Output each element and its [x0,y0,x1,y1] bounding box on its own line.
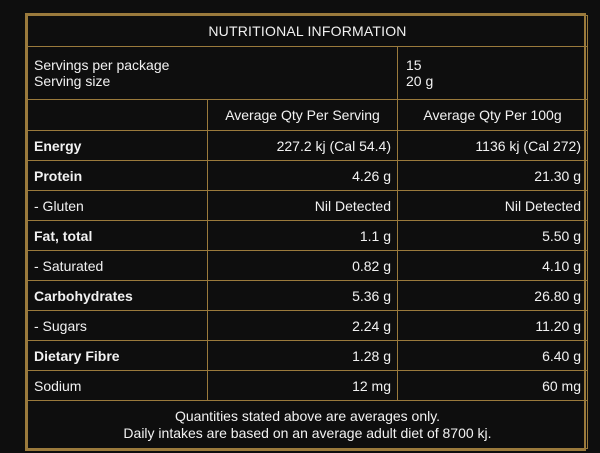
header-empty-cell [28,100,208,131]
table-row [28,281,588,311]
nutrient-label: Sodium [28,371,208,401]
per-100g-value: Nil Detected [398,191,588,221]
per-100g-value: 1136 kj (Cal 272) [398,131,588,161]
table-row [28,131,588,161]
serving-size-label: Serving size [34,73,111,89]
table-row [28,371,588,401]
nutrient-label: Dietary Fibre [28,341,208,371]
servings-per-package-value: 15 [406,57,422,73]
table-row [28,311,588,341]
servings-row [28,47,588,100]
per-100g-value: 5.50 g [398,221,588,251]
footnote-line-1: Quantities stated above are averages only. [174,407,441,424]
servings-per-package-label: Servings per package [34,57,170,73]
per-serving-value: 12 mg [208,371,398,401]
servings-labels-cell [28,47,398,100]
nutrition-panel [25,13,586,451]
per-serving-value: 227.2 kj (Cal 54.4) [208,131,398,161]
title-row [28,16,588,47]
per-100g-value: 60 mg [398,371,588,401]
per-serving-value: Nil Detected [208,191,398,221]
table-row [28,161,588,191]
header-per-100g: Average Qty Per 100g [398,100,588,131]
nutrient-label: Energy [28,131,208,161]
per-100g-value: 6.40 g [398,341,588,371]
nutrient-label: - Sugars [28,311,208,341]
per-serving-value: 4.26 g [208,161,398,191]
footnote-row [28,401,588,449]
per-serving-value: 5.36 g [208,281,398,311]
per-serving-value: 1.1 g [208,221,398,251]
per-100g-value: 21.30 g [398,161,588,191]
per-100g-value: 4.10 g [398,251,588,281]
header-per-serving: Average Qty Per Serving [208,100,398,131]
per-serving-value: 0.82 g [208,251,398,281]
table-row [28,221,588,251]
table-row [28,251,588,281]
servings-values-cell [398,47,588,100]
footnote [28,401,588,449]
nutrient-label: Carbohydrates [28,281,208,311]
nutrient-label: Fat, total [28,221,208,251]
footnote-line-2: Daily intakes are based on an average adult diet of 8700 kj. [123,424,492,441]
table-row [28,191,588,221]
nutrition-table [27,15,588,449]
per-serving-value: 1.28 g [208,341,398,371]
nutrient-label: - Gluten [28,191,208,221]
serving-size-value: 20 g [406,73,434,89]
nutrient-label: Protein [28,161,208,191]
nutrient-rows [28,131,588,401]
table-title: NUTRITIONAL INFORMATION [28,16,588,47]
table-row [28,341,588,371]
per-serving-value: 2.24 g [208,311,398,341]
column-header-row [28,100,588,131]
per-100g-value: 26.80 g [398,281,588,311]
per-100g-value: 11.20 g [398,311,588,341]
nutrient-label: - Saturated [28,251,208,281]
